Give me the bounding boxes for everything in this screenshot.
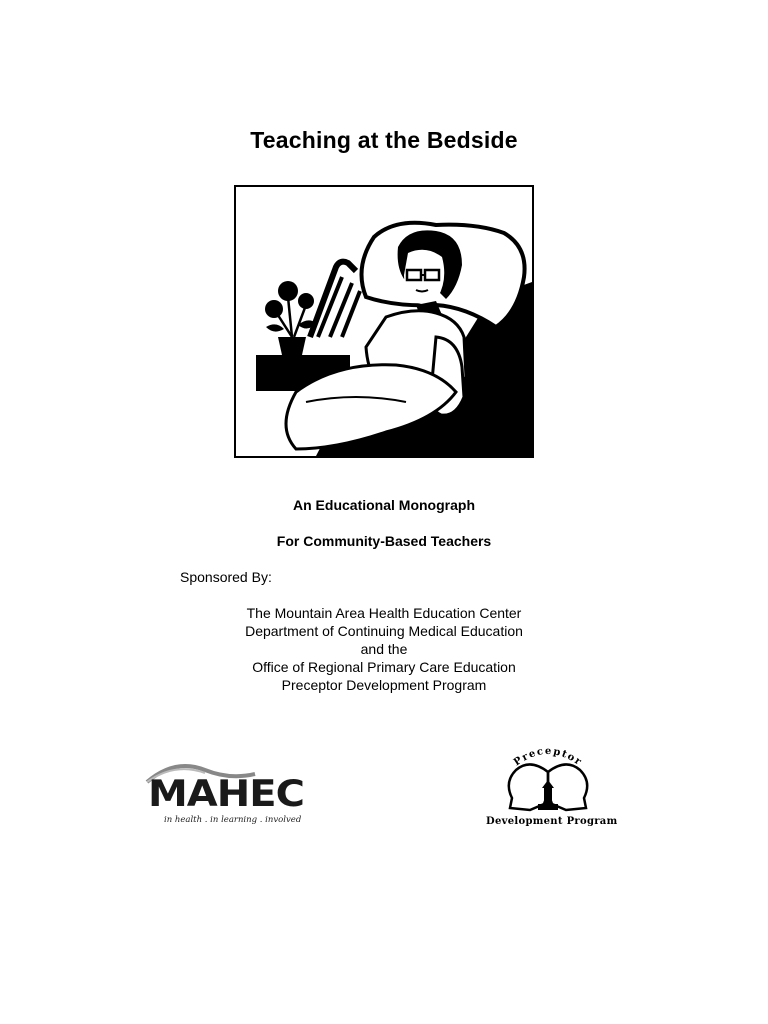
sponsor-list bbox=[0, 604, 768, 694]
patient-bed-illustration bbox=[234, 185, 534, 458]
mahec-wordmark: MAHEC bbox=[148, 773, 304, 816]
subtitle-audience: For Community-Based Teachers bbox=[276, 533, 492, 549]
mahec-tagline: in health . in learning . involved bbox=[164, 815, 302, 825]
page-title: Teaching at the Bedside bbox=[250, 127, 518, 153]
sponsor-line: Office of Regional Primary Care Education bbox=[252, 659, 516, 675]
sponsor-line: Department of Continuing Medical Education bbox=[245, 623, 523, 639]
mahec-logo bbox=[145, 760, 315, 830]
illustration-svg bbox=[236, 187, 532, 456]
sponsor-line: and the bbox=[360, 641, 408, 657]
sponsored-by-label: Sponsored By: bbox=[180, 569, 272, 585]
subtitle-monograph: An Educational Monograph bbox=[293, 497, 475, 513]
preceptor-emblem-icon bbox=[486, 742, 610, 816]
preceptor-bottom-text: Development Program bbox=[486, 816, 618, 827]
preceptor-logo bbox=[486, 742, 618, 834]
sponsor-line: The Mountain Area Health Education Center bbox=[246, 605, 522, 621]
preceptor-top-text: Preceptor bbox=[511, 745, 585, 769]
sponsor-line: Preceptor Development Program bbox=[281, 677, 487, 693]
